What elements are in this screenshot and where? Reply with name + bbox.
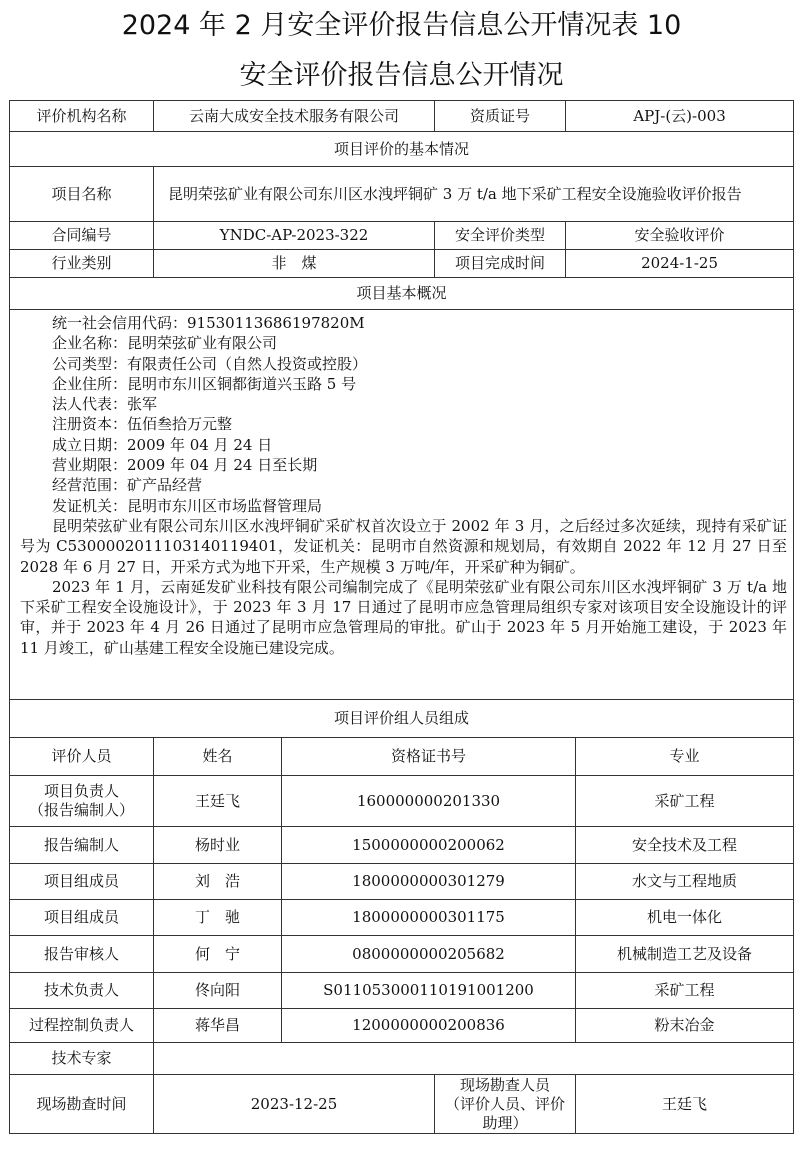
team-header-cert: 资格证书号 [282, 738, 576, 776]
team-name: 蒋华昌 [154, 1009, 282, 1043]
overview-section-row [10, 278, 794, 310]
cert-value: APJ-(云)-003 [566, 101, 794, 132]
team-major: 采矿工程 [576, 776, 794, 827]
team-cert: 1200000000200836 [282, 1009, 576, 1043]
overview-row [10, 310, 794, 700]
table-row [10, 936, 794, 973]
team-name: 杨时业 [154, 827, 282, 864]
expert-row [10, 1043, 794, 1075]
team-major: 机电一体化 [576, 900, 794, 936]
survey-time-value: 2023-12-25 [154, 1075, 435, 1134]
industry-row [10, 250, 794, 278]
overview-field-business-scope: 经营范围：矿产品经营 [52, 476, 203, 495]
team-role-line1: 项目负责人 [43, 782, 119, 800]
team-cert: 1800000000301279 [282, 864, 576, 900]
overview-field-address: 企业住所：昆明市东川区铜都街道兴玉路 5 号 [52, 374, 357, 393]
contract-label: 合同编号 [10, 222, 154, 250]
team-role-line2: （报告编制人） [28, 801, 134, 819]
disclosure-table [9, 100, 794, 1134]
overview-field-company-name: 企业名称：昆明荣弦矿业有限公司 [52, 334, 278, 353]
table-row [10, 1009, 794, 1043]
overview-section-heading: 项目基本概况 [10, 278, 794, 310]
team-major: 机械制造工艺及设备 [576, 936, 794, 973]
table-row [10, 827, 794, 864]
org-value: 云南大成安全技术服务有限公司 [154, 101, 435, 132]
basic-section-row [10, 132, 794, 167]
team-role: 报告审核人 [10, 936, 154, 973]
overview-field-business-term: 营业期限：2009 年 04 月 24 日至长期 [52, 456, 318, 475]
team-name: 何 宁 [154, 936, 282, 973]
completion-time-value: 2024-1-25 [566, 250, 794, 278]
team-header-name: 姓名 [154, 738, 282, 776]
overview-field-credit-code: 统一社会信用代码：91530113686197820M [52, 314, 365, 332]
team-name: 刘 浩 [154, 864, 282, 900]
team-header-major: 专业 [576, 738, 794, 776]
overview-paragraph-mining-right: 昆明荣弦矿业有限公司东川区水洩坪铜矿采矿权首次设立于 2002 年 3 月，之后经过多次延续，现持有采矿证号为 C5300002011103140119401，发证机关：昆明市自然资源和规划局，有效期自 2022 年 12 月 27 日至 2028 年 6 月 27 日，开采方式为地下开采，生产规模 3 万吨/年，开采矿种为铜矿。 [20, 516, 788, 576]
document-subtitle: 安全评价报告信息公开情况 [239, 60, 564, 91]
team-header-role: 评价人员 [10, 738, 154, 776]
team-major: 安全技术及工程 [576, 827, 794, 864]
team-major: 水文与工程地质 [576, 864, 794, 900]
team-name: 王廷飞 [154, 776, 282, 827]
industry-label: 行业类别 [10, 250, 154, 278]
completion-time-label: 项目完成时间 [435, 250, 566, 278]
survey-row [10, 1075, 794, 1134]
team-major: 粉末冶金 [576, 1009, 794, 1043]
survey-people-label-line1: 现场勘查人员 [460, 1075, 551, 1094]
table-row [10, 900, 794, 936]
expert-value [154, 1043, 794, 1075]
org-row [10, 101, 794, 132]
overview-field-legal-rep: 法人代表：张军 [52, 395, 158, 414]
table-row [10, 973, 794, 1009]
project-name-label: 项目名称 [10, 167, 154, 222]
team-role: 技术负责人 [10, 973, 154, 1009]
team-cert: 160000000201330 [282, 776, 576, 827]
team-name: 佟向阳 [154, 973, 282, 1009]
survey-time-label: 现场勘查时间 [10, 1075, 154, 1134]
overview-paragraph-construction: 2023 年 1 月，云南延发矿业科技有限公司编制完成了《昆明荣弦矿业有限公司东川区水洩坪铜矿 3 万 t/a 地下采矿工程安全设施设计》，于 2023 年 3 月 17 日通过了昆明市应急管理局组织专家对该项目安全设施设计的评审，并于 2023 年 4 月 26 日通过了昆明市应急管理局的审批。矿山于 2023 年 5 月开始施工建设，于 2023 年 11 月竣工，矿山基建工程安全设施已建设完成。 [20, 577, 788, 657]
table-row [10, 864, 794, 900]
team-name: 丁 驰 [154, 900, 282, 936]
contract-value: YNDC-AP-2023-322 [154, 222, 435, 250]
team-cert: 1500000000200062 [282, 827, 576, 864]
survey-people-value: 王廷飞 [576, 1075, 794, 1134]
team-role: 项目组成员 [10, 864, 154, 900]
team-role: 项目组成员 [10, 900, 154, 936]
team-major: 采矿工程 [576, 973, 794, 1009]
team-cert: 0800000000205682 [282, 936, 576, 973]
document-title: 2024 年 2 月安全评价报告信息公开情况表 10 [121, 10, 682, 41]
contract-row [10, 222, 794, 250]
evaluation-type-value: 安全验收评价 [566, 222, 794, 250]
overview-field-founded: 成立日期：2009 年 04 月 24 日 [52, 435, 273, 454]
overview-content [10, 310, 794, 700]
survey-people-label-line2: （评价人员、评价助理） [445, 1094, 566, 1132]
team-section-row [10, 700, 794, 738]
table-row [10, 776, 794, 827]
overview-field-issuing-authority: 发证机关：昆明市东川区市场监督管理局 [52, 496, 323, 515]
overview-field-company-type: 公司类型：有限责任公司（自然人投资或控股） [52, 354, 368, 373]
org-label: 评价机构名称 [10, 101, 154, 132]
survey-people-label [435, 1075, 576, 1134]
evaluation-type-label: 安全评价类型 [435, 222, 566, 250]
basic-section-heading: 项目评价的基本情况 [10, 132, 794, 167]
overview-field-capital: 注册资本：伍佰叁拾万元整 [52, 415, 233, 434]
team-cert: S011053000110191001200 [282, 973, 576, 1009]
project-name-row [10, 167, 794, 222]
team-role: 过程控制负责人 [10, 1009, 154, 1043]
team-section-heading: 项目评价组人员组成 [10, 700, 794, 738]
team-header-row [10, 738, 794, 776]
cert-label: 资质证号 [435, 101, 566, 132]
project-name-value: 昆明荣弦矿业有限公司东川区水洩坪铜矿 3 万 t/a 地下采矿工程安全设施验收评价报告 [154, 167, 794, 222]
industry-value: 非 煤 [154, 250, 435, 278]
team-role [10, 776, 154, 827]
expert-label: 技术专家 [10, 1043, 154, 1075]
team-cert: 1800000000301175 [282, 900, 576, 936]
team-role: 报告编制人 [10, 827, 154, 864]
disclosure-form [9, 100, 793, 1134]
